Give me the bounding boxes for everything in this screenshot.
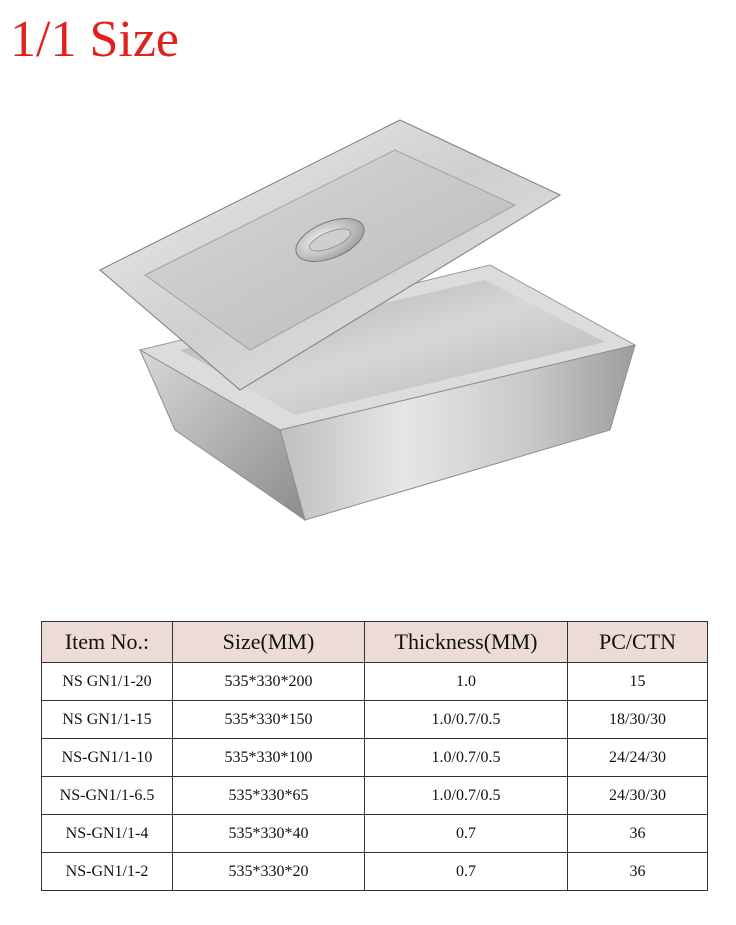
page-title: 1/1 Size [10, 11, 179, 68]
table-row [42, 739, 708, 777]
header-thickness: Thickness(MM) [365, 622, 568, 663]
thickness-cell: 1.0/0.7/0.5 [365, 777, 568, 815]
thickness-cell: 1.0/0.7/0.5 [365, 739, 568, 777]
pc-ctn-cell: 24/24/30 [568, 739, 708, 777]
size-cell: 535*330*40 [173, 815, 365, 853]
thickness-cell: 0.7 [365, 853, 568, 891]
item-no-cell: NS-GN1/1-4 [42, 815, 173, 853]
thickness-cell: 1.0 [365, 663, 568, 701]
item-no-cell: NS GN1/1-20 [42, 663, 173, 701]
pc-ctn-cell: 36 [568, 815, 708, 853]
size-cell: 535*330*200 [173, 663, 365, 701]
item-no-cell: NS GN1/1-15 [42, 701, 173, 739]
thickness-cell: 1.0/0.7/0.5 [365, 701, 568, 739]
table-row [42, 815, 708, 853]
pc-ctn-cell: 36 [568, 853, 708, 891]
pc-ctn-cell: 15 [568, 663, 708, 701]
size-cell: 535*330*150 [173, 701, 365, 739]
product-image [90, 100, 650, 540]
pc-ctn-cell: 18/30/30 [568, 701, 708, 739]
pc-ctn-cell: 24/30/30 [568, 777, 708, 815]
thickness-cell: 0.7 [365, 815, 568, 853]
item-no-cell: NS-GN1/1-6.5 [42, 777, 173, 815]
table-row [42, 701, 708, 739]
size-cell: 535*330*20 [173, 853, 365, 891]
spec-table [41, 621, 708, 891]
item-no-cell: NS-GN1/1-10 [42, 739, 173, 777]
table-row [42, 663, 708, 701]
table-row [42, 853, 708, 891]
table-row [42, 777, 708, 815]
header-item-no: Item No.: [42, 622, 173, 663]
header-size: Size(MM) [173, 622, 365, 663]
size-cell: 535*330*100 [173, 739, 365, 777]
table-header-row [42, 622, 708, 663]
header-pc-ctn: PC/CTN [568, 622, 708, 663]
item-no-cell: NS-GN1/1-2 [42, 853, 173, 891]
size-cell: 535*330*65 [173, 777, 365, 815]
